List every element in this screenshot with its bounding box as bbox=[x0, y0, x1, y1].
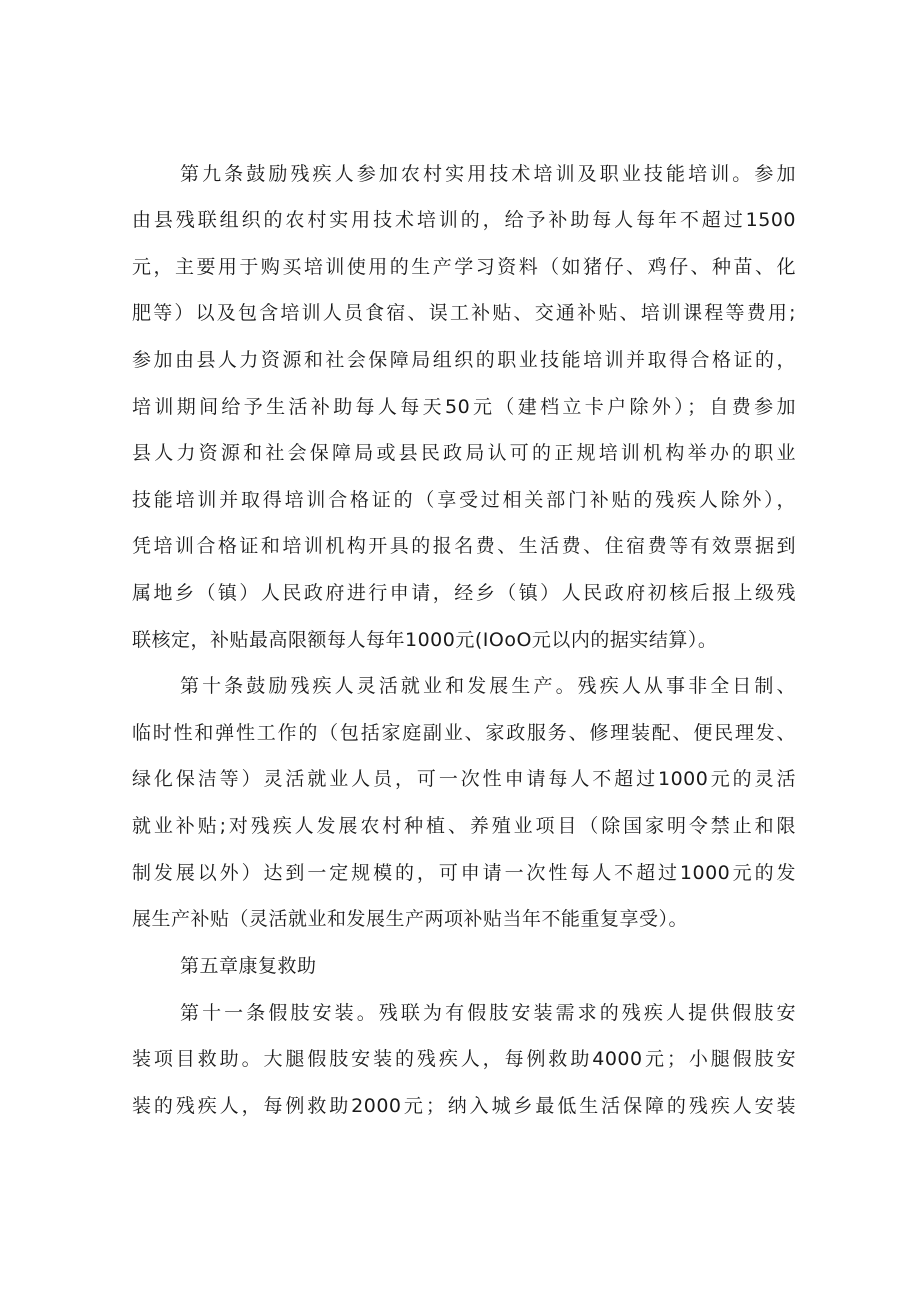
article-9-line-10: 属地乡（镇）人民政府进行申请，经乡（镇）人民政府初核后报上级残 bbox=[132, 582, 796, 604]
article-9-line-1: 第九条鼓励残疾人参加农村实用技术培训及职业技能培训。参加 bbox=[180, 163, 796, 185]
article-9-line-2: 由县残联组织的农村实用技术培训的，给予补助每人每年不超过1500 bbox=[132, 209, 796, 231]
article-11-line-1: 第十一条假肢安装。残联为有假肢安装需求的残疾人提供假肢安 bbox=[180, 1002, 796, 1024]
article-11-line-2: 装项目救助。大腿假肢安装的残疾人，每例救助4000元；小腿假肢安 bbox=[132, 1048, 796, 1070]
article-9-line-11: 联核定，补贴最高限额每人每年1000元(IOoO元以内的据实结算）。 bbox=[132, 629, 718, 651]
article-10-line-2: 临时性和弹性工作的（包括家庭副业、家政服务、修理装配、便民理发、 bbox=[132, 722, 796, 744]
article-10-line-6: 展生产补贴（灵活就业和发展生产两项补贴当年不能重复享受）。 bbox=[132, 908, 689, 930]
article-9-line-7: 县人力资源和社会保障局或县民政局认可的正规培训机构举办的职业 bbox=[132, 442, 796, 464]
article-10-line-1: 第十条鼓励残疾人灵活就业和发展生产。残疾人从事非全日制、 bbox=[180, 675, 796, 697]
article-9-line-5: 参加由县人力资源和社会保障局组织的职业技能培训并取得合格证的， bbox=[132, 349, 796, 371]
article-9-line-9: 凭培训合格证和培训机构开具的报名费、生活费、住宿费等有效票据到 bbox=[132, 535, 796, 557]
article-10-line-4: 就业补贴;对残疾人发展农村种植、养殖业项目（除国家明令禁止和限 bbox=[132, 815, 796, 837]
article-9-line-4: 肥等）以及包含培训人员食宿、误工补贴、交通补贴、培训课程等费用; bbox=[132, 302, 796, 324]
article-9-line-3: 元，主要用于购买培训使用的生产学习资料（如猪仔、鸡仔、种苗、化 bbox=[132, 256, 796, 278]
article-10-line-3: 绿化保洁等）灵活就业人员，可一次性申请每人不超过1000元的灵活 bbox=[132, 768, 796, 790]
chapter-5-heading: 第五章康复救助 bbox=[180, 955, 317, 977]
article-10-line-5: 制发展以外）达到一定规模的，可申请一次性每人不超过1000元的发 bbox=[132, 862, 796, 884]
article-11-line-3: 装的残疾人，每例救助2000元；纳入城乡最低生活保障的残疾人安装 bbox=[132, 1095, 796, 1117]
article-9-line-8: 技能培训并取得培训合格证的（享受过相关部门补贴的残疾人除外）， bbox=[132, 489, 796, 511]
article-9-line-6: 培训期间给予生活补助每人每天50元（建档立卡户除外）；自费参加 bbox=[132, 396, 796, 418]
